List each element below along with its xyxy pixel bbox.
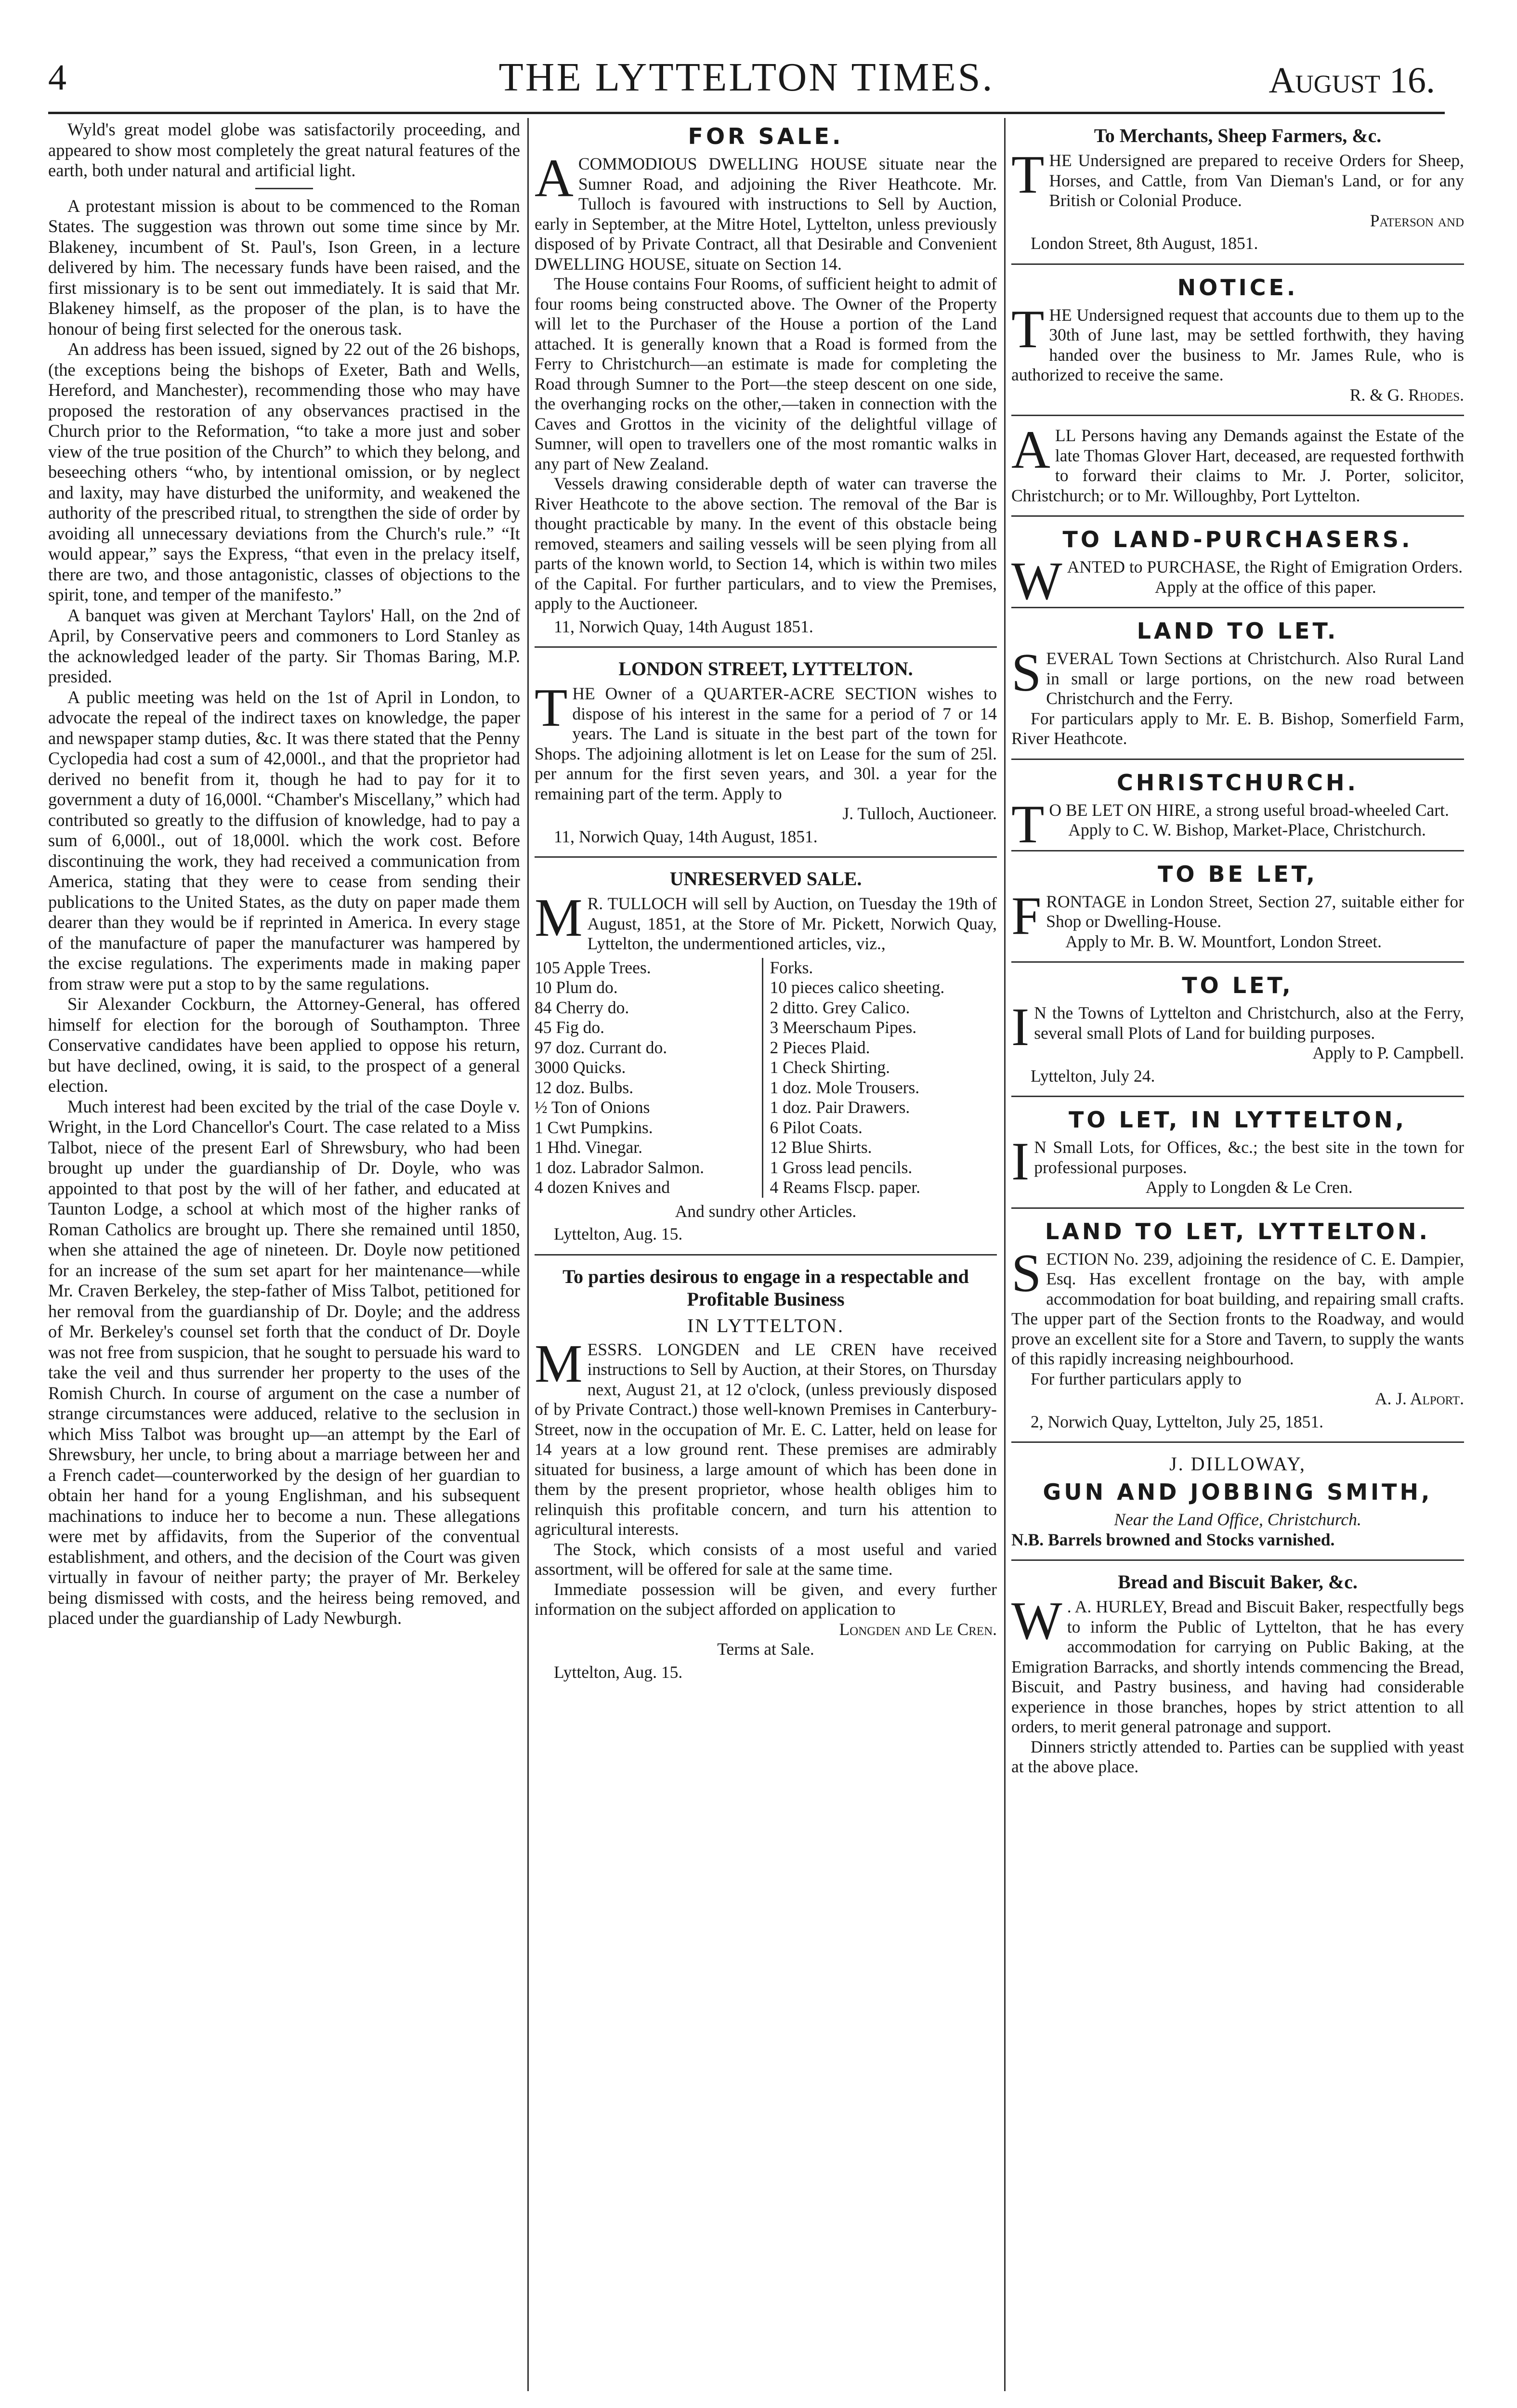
divider xyxy=(1011,415,1464,416)
advert-heading: TO LET, xyxy=(1182,972,1294,998)
divider xyxy=(1011,850,1464,851)
sale-item-list xyxy=(535,958,997,1198)
news-paragraph: A banquet was given at Merchant Taylors' Hall, on the 2nd of April, by Conservative peers and commoners to Lord Stanley as the acknowledged leader of the party. Sir Thomas Baring, M.P. presided. xyxy=(48,605,520,686)
advert-heading: FOR SALE. xyxy=(688,123,844,149)
advert-address: Lyttelton, Aug. 15. xyxy=(554,1662,683,1682)
advert-text: N the Towns of Lyttelton and Christchurch, also at the Ferry, several small Plots of Land for building purposes. xyxy=(1034,1003,1464,1043)
advert-text: Apply to C. W. Bishop, Market-Place, Christchurch. xyxy=(1068,820,1426,839)
divider xyxy=(255,188,313,189)
advert-signature: Paterson and xyxy=(1370,210,1464,230)
advert-baker xyxy=(1011,1570,1464,1777)
advert-text: LL Persons having any Demands against the Estate of the late Thomas Glover Hart, deceased, are requested forthwith to forward their claims to Mr. J. Porter, solicitor, Christchurch; or to Mr. Willoughby, Port Lyttelton. xyxy=(1011,426,1464,505)
sale-item: 6 Pilot Coats. xyxy=(770,1117,863,1137)
advert-text: HE Undersigned request that accounts due to them up to the 30th of June last, may be settled forthwith, they having handed over the business to Mr. James Rule, who is authorized to receive the same. xyxy=(1011,305,1464,384)
advert-heading: To Merchants, Sheep Farmers, &c. xyxy=(1094,125,1382,146)
sale-item: 1 doz. Mole Trousers. xyxy=(770,1077,920,1097)
advert-text: Dinners strictly attended to. Parties can be supplied with yeast at the above place. xyxy=(1011,1737,1464,1776)
sale-item: 84 Cherry do. xyxy=(535,997,629,1017)
news-paragraph: Sir Alexander Cockburn, the Attorney-General, has offered himself for election for the borough of Southampton. Three Conservative candidates have been applied to oppose his return, but have declined, owing, it is said, to the prospect of a general election. xyxy=(48,994,520,1096)
drop-cap: I xyxy=(1011,1132,1030,1191)
divider xyxy=(1011,515,1464,517)
divider xyxy=(1011,1559,1464,1561)
advert-text: N.B. Barrels browned and Stocks varnished. xyxy=(1011,1530,1335,1549)
page-number: 4 xyxy=(48,57,66,98)
drop-cap: A xyxy=(535,148,574,208)
advert-heading: LONDON STREET, LYTTELTON. xyxy=(618,658,913,680)
advert-text: COMMODIOUS DWELLING HOUSE situate near the Sumner Road, and adjoining the River Heathcote. Mr. Tulloch is favoured with instructions to Sell by Auction, early in September, at the Mitre Hotel, Lyttelton, unless previously disposed of by Private Contract, all that Desirable and Convenient DWELLING HOUSE, situate on Section 14. xyxy=(535,154,997,274)
advert-subheading: IN LYTTELTON. xyxy=(687,1314,845,1336)
advert-text: And sundry other Articles. xyxy=(675,1201,857,1221)
advert-text: HE Owner of a QUARTER-ACRE SECTION wishes to dispose of his interest in the same for a period of 7 or 14 years. The Land is situate in the best part of the town for Shops. The adjoining allotment is let on Lease for the sum of 25l. per annum for the first seven years, and 30l. a year for the remaining part of the term. Apply to xyxy=(535,684,997,803)
advert-heading: CHRISTCHURCH. xyxy=(1116,769,1359,796)
drop-cap: I xyxy=(1011,997,1030,1057)
sale-item: ½ Ton of Onions xyxy=(535,1098,650,1117)
advert-address: Lyttelton, July 24. xyxy=(1031,1066,1155,1086)
advert-business xyxy=(535,1265,997,1683)
advert-heading: TO LAND-PURCHASERS. xyxy=(1062,526,1413,552)
sale-item: 105 Apple Trees. xyxy=(535,957,651,977)
advert-text: EVERAL Town Sections at Christchurch. Also Rural Land in small or large portions, on the new road between Christchurch and the Ferry. xyxy=(1046,649,1464,708)
drop-cap: W xyxy=(1011,1591,1062,1651)
advert-text: . A. HURLEY, Bread and Biscuit Baker, respectfully begs to inform the Public of Lyttelton, that he has every accommodation for carrying on Public Baking, at the Emigration Barracks, and shortly intends commencing the Bread, Biscuit, and Pastry business, and having had considerable experience in those branches, hopes by strict attention to all orders, to merit general patronage and support. xyxy=(1011,1597,1464,1736)
sale-item: 45 Fig do. xyxy=(535,1018,604,1037)
divider xyxy=(1011,607,1464,608)
advert-text: Apply to Longden & Le Cren. xyxy=(1145,1178,1353,1197)
advert-notice xyxy=(1011,275,1464,506)
sale-item: 10 Plum do. xyxy=(535,978,618,997)
divider xyxy=(1011,759,1464,760)
advert-text: Vessels drawing considerable depth of water can traverse the River Heathcote to the above section. The removal of the Bar is thought practicable by many. In the event of this obstacle being removed, steamers and sailing vessels will be seen plying from all parts of the known world, to Section 14, which is within two miles of the Capital. For further particulars, and to view the Premises, apply to the Auctioneer. xyxy=(535,474,997,613)
advert-text: Apply to Mr. B. W. Mountfort, London Street. xyxy=(1065,931,1382,951)
advert-london-street xyxy=(535,657,997,847)
sale-item: 2 ditto. Grey Calico. xyxy=(770,997,910,1017)
advert-to-let xyxy=(1011,972,1464,1086)
issue-date: August 16. xyxy=(1269,60,1435,101)
advert-signature: R. & G. Rhodes. xyxy=(1349,385,1464,405)
advert-text: O BE LET ON HIRE, a strong useful broad-wheeled Cart. xyxy=(1049,800,1449,820)
advert-text: ANTED to PURCHASE, the Right of Emigration Orders. xyxy=(1067,557,1463,576)
news-paragraph: Wyld's great model globe was satisfactorily proceeding, and appeared to show most completely the great natural features of the earth, both under natural and artificial light. xyxy=(48,119,520,180)
drop-cap: T xyxy=(535,678,568,738)
divider xyxy=(1011,961,1464,963)
news-paragraph: Much interest had been excited by the trial of the case Doyle v. Wright, in the Lord Chancellor's Court. The case related to a Miss Talbot, niece of the present Earl of Shrewsbury, who had been brought up under the guardianship of Dr. Doyle, who was appointed to that post by the will of her father, and educated at Taunton Lodge, a school at which most of the higher ranks of Roman Catholics are brought up. There she remained until 1850, when she attained the age of nineteen. Dr. Doyle now petitioned for an increase of the sum set apart for her maintenance—while Mr. Craven Berkeley, the step-father of Miss Talbot, petitioned for her removal from the guardianship of Dr. Doyle; and the address of Mr. Berkeley's counsel set forth that the conduct of Dr. Doyle was not free from suspicion, that he sought to persuade his ward to take the veil and thus surrender her property to the uses of the Romish Church. In course of argument on the case a number of strange circumstances were adduced, relative to the seclusion in which Miss Talbot was brought up—an attempt by the Earl of Shrewsbury, her uncle, to bring about a marriage between her and a French cadet—counterworked by the design of her guardian to obtain her hand for a young Englishman, and his subsequent machinations to induce her to become a nun. These allegations were met by affidavits, from the Superior of the conventual establishment, and others, and the decision of the Court was given virtually in favour of neither party; the prayer of Mr. Berkeley being dismissed with costs, and the heiress being removed, and placed under the guardianship of Lady Newburgh. xyxy=(48,1096,520,1628)
advert-for-sale xyxy=(535,123,997,637)
sale-item: 1 doz. Pair Drawers. xyxy=(770,1098,910,1117)
sale-item: 1 Gross lead pencils. xyxy=(770,1157,913,1177)
divider xyxy=(1011,1441,1464,1443)
advert-text: N Small Lots, for Offices, &c.; the best site in the town for professional purposes. xyxy=(1034,1138,1464,1177)
sale-item: 1 Cwt Pumpkins. xyxy=(535,1117,653,1137)
advert-unreserved-sale xyxy=(535,867,997,1244)
advert-text: RONTAGE in London Street, Section 27, suitable either for Shop or Dwelling-House. xyxy=(1046,891,1464,931)
advert-text: For further particulars apply to xyxy=(1031,1369,1242,1388)
advert-address: 11, Norwich Quay, 14th August 1851. xyxy=(554,616,813,636)
advert-signature: A. J. Alport. xyxy=(1374,1389,1464,1408)
advert-column xyxy=(1011,119,1464,2393)
advert-address: London Street, 8th August, 1851. xyxy=(1031,234,1258,253)
advert-text: ESSRS. LONGDEN and LE CREN have received instructions to Sell by Auction, at their Stores, on Thursday next, August 21, at 12 o'clock, (unless previously disposed of by Private Contract.) those well-known Premises in Canterbury-Street, now in the occupation of Mr. E. C. Latter, held on lease for 14 years at a low ground rent. These premises are admirably situated for business, a large amount of which has been done in them by the present proprietor, whose health obliges him to relinquish this profitable concern, and turn his attention to agricultural interests. xyxy=(535,1339,997,1539)
advert-merchants xyxy=(1011,124,1464,254)
advert-heading: TO BE LET, xyxy=(1157,861,1318,887)
sale-item: 1 Hhd. Vinegar. xyxy=(535,1138,642,1157)
advert-land-purchasers xyxy=(1011,526,1464,611)
divider xyxy=(1011,1207,1464,1209)
advert-to-be-let xyxy=(1011,861,1464,952)
advert-heading: GUN AND JOBBING SMITH, xyxy=(1043,1479,1433,1505)
drop-cap: T xyxy=(1011,299,1045,359)
sale-item: 1 Check Shirting. xyxy=(770,1058,890,1077)
drop-cap: T xyxy=(1011,794,1045,854)
news-paragraph: An address has been issued, signed by 22 out of the 26 bishops, (the exceptions being the bishops of Exeter, Bath and Wells, Hereford, and Manchester), recommending those who may have proposed the restoration of any observances practised in the Church prior to the Reformation, “to take a more just and sober view of the true position of the Church” to which they belong, and beseeching others “who, by intentional omission, or by neglect and laxity, may have disturbed the uniformity, and weakened the authority of the prescribed ritual, to strengthen the side of order by avoiding all unnecessary deviations from the Church's rule.” “It would appear,” says the Express, “that even in the prelacy itself, there are two, and those antagonistic, classes of objections to the spirit, tone, and temper of the manifesto.” xyxy=(48,339,520,604)
advert-text: R. TULLOCH will sell by Auction, on Tuesday the 19th of August, 1851, at the Store of Mr. Pickett, Norwich Quay, Lyttelton, the undermentioned articles, viz., xyxy=(587,894,997,953)
advert-text: Apply at the office of this paper. xyxy=(1154,577,1376,597)
sale-item: 10 pieces calico sheeting. xyxy=(770,978,945,997)
advert-to-let-lyttelton xyxy=(1011,1107,1464,1198)
divider xyxy=(1011,263,1464,265)
drop-cap: T xyxy=(1011,145,1045,205)
advert-heading: NOTICE. xyxy=(1177,274,1298,301)
advert-name: J. DILLOWAY, xyxy=(1169,1453,1306,1475)
sale-item: 3 Meerschaum Pipes. xyxy=(770,1018,917,1037)
advert-text: For particulars apply to Mr. E. B. Bishop, Somerfield Farm, River Heathcote. xyxy=(1011,708,1464,748)
sale-items-right xyxy=(762,958,997,1198)
advert-heading: Bread and Biscuit Baker, &c. xyxy=(1118,1571,1358,1593)
sale-item: 1 doz. Labrador Salmon. xyxy=(535,1157,704,1177)
sale-item: 97 doz. Currant do. xyxy=(535,1037,667,1057)
sale-item: 4 dozen Knives and xyxy=(535,1178,670,1197)
advert-address: 11, Norwich Quay, 14th August, 1851. xyxy=(554,826,818,846)
drop-cap: S xyxy=(1011,643,1042,703)
advert-heading: TO LET, IN LYTTELTON, xyxy=(1068,1107,1407,1133)
advert-dilloway xyxy=(1011,1453,1464,1550)
advert-address: 2, Norwich Quay, Lyttelton, July 25, 1851. xyxy=(1031,1412,1324,1431)
advert-heading: UNRESERVED SALE. xyxy=(669,868,862,890)
advert-land-lyttelton xyxy=(1011,1218,1464,1432)
drop-cap: F xyxy=(1011,886,1042,946)
advert-signature: J. Tulloch, Auctioneer. xyxy=(842,804,997,823)
divider xyxy=(535,856,997,858)
sale-item: 3000 Quicks. xyxy=(535,1058,626,1077)
newspaper-title: THE LYTTELTON TIMES. xyxy=(498,55,994,100)
divider xyxy=(535,646,997,648)
sale-item: Forks. xyxy=(770,957,813,977)
drop-cap: W xyxy=(1011,551,1062,611)
column-rule xyxy=(1004,118,1006,2391)
news-paragraph: A public meeting was held on the 1st of April in London, to advocate the repeal of the indirect taxes on knowledge, the paper and newspaper stamp duties, &c. It was there stated that the Penny Cyclopedia had cost a sum of 42,000l., and that the proprietor had derived no benefit from it, though he had to pay for it to government a duty of 16,000l. “Chamber's Miscellany,” which had contributed so greatly to the diffusion of knowledge, had to pay a sum of 6,000l., out of 18,000l. which the work cost. Before discontinuing the work, they had received a communication from America, stating that they were to cease from sending their publications to the United States, as the duty on paper made them dearer than they would be if reprinted in America. In every stage of the manufacture of paper the manufacturer was hampered by the excise regulations. The experiments made in making paper from straw were put a stop to by the same regulations. xyxy=(48,687,520,994)
drop-cap: M xyxy=(535,888,583,948)
news-paragraph: A protestant mission is about to be commenced to the Roman States. The suggestion was thrown out some time since by Mr. Blakeney, incumbent of St. Paul's, Ison Green, in a lecture delivered by him. The necessary funds have been raised, and the first missionary is to be sent out immediately. It is said that Mr. Blakeney himself, as the proposer of the plan, is to have the honour of being first selected for the onerous task. xyxy=(48,196,520,339)
advert-text: ECTION No. 239, adjoining the residence of C. E. Dampier, Esq. Has excellent frontage on the bay, with ample accommodation for boat building, and repairing small crafts. The upper part of the Section fronts to the Roadway, and would prove an excellent site for a Store and Tavern, to supply the wants of this rapidly increasing neighbourhood. xyxy=(1011,1249,1464,1368)
advert-heading: To parties desirous to engage in a respectable and Profitable Business xyxy=(562,1265,969,1310)
advert-text: The House contains Four Rooms, of sufficient height to admit of four rooms being constructed above. The Owner of the Property will let to the Purchaser of the House a portion of the Land attached. It is generally known that a Road is formed from the Ferry to Christchurch—an estimate is made for completing the Road through Sumner to the Port—the steep descent on one side, the overhanging rocks on the other,—taken in connection with the Caves and Grottos in the vicinity of the delightful village of Sumner, will open to travellers one of the most romantic walks in any part of New Zealand. xyxy=(535,274,997,473)
news-column xyxy=(48,119,520,2393)
column-rule xyxy=(527,118,529,2391)
advert-text: Terms at Sale. xyxy=(717,1639,814,1659)
header-rule xyxy=(48,112,1445,114)
advert-address: Lyttelton, Aug. 15. xyxy=(554,1224,683,1243)
sale-item: 4 Reams Flscp. paper. xyxy=(770,1178,921,1197)
advert-signature: Apply to P. Campbell. xyxy=(1312,1043,1464,1062)
advert-heading: LAND TO LET, LYTTELTON. xyxy=(1045,1218,1430,1244)
divider xyxy=(1011,1096,1464,1097)
masthead xyxy=(48,53,1445,111)
advert-text: The Stock, which consists of a most useful and varied assortment, will be offered for sale at the same time. xyxy=(535,1539,997,1579)
drop-cap: A xyxy=(1011,420,1050,480)
advert-signature: Longden and Le Cren. xyxy=(839,1619,997,1639)
divider xyxy=(535,1254,997,1256)
advert-land-to-let xyxy=(1011,618,1464,749)
advert-text: Immediate possession will be given, and every further information on the subject afforded on application to xyxy=(535,1579,997,1619)
drop-cap: M xyxy=(535,1334,583,1394)
advert-text: Near the Land Office, Christchurch. xyxy=(1114,1510,1361,1529)
advert-text: HE Undersigned are prepared to receive Orders for Sheep, Horses, and Cattle, from Van Dieman's Land, or for any British or Colonial Produce. xyxy=(1049,151,1464,210)
advert-christchurch xyxy=(1011,769,1464,854)
sale-item: 12 doz. Bulbs. xyxy=(535,1077,634,1097)
drop-cap: S xyxy=(1011,1243,1042,1303)
sale-item: 12 Blue Shirts. xyxy=(770,1138,872,1157)
advert-column xyxy=(535,119,997,2393)
sale-item: 2 Pieces Plaid. xyxy=(770,1037,870,1057)
sale-items-left xyxy=(535,958,762,1198)
advert-heading: LAND TO LET. xyxy=(1137,618,1339,644)
